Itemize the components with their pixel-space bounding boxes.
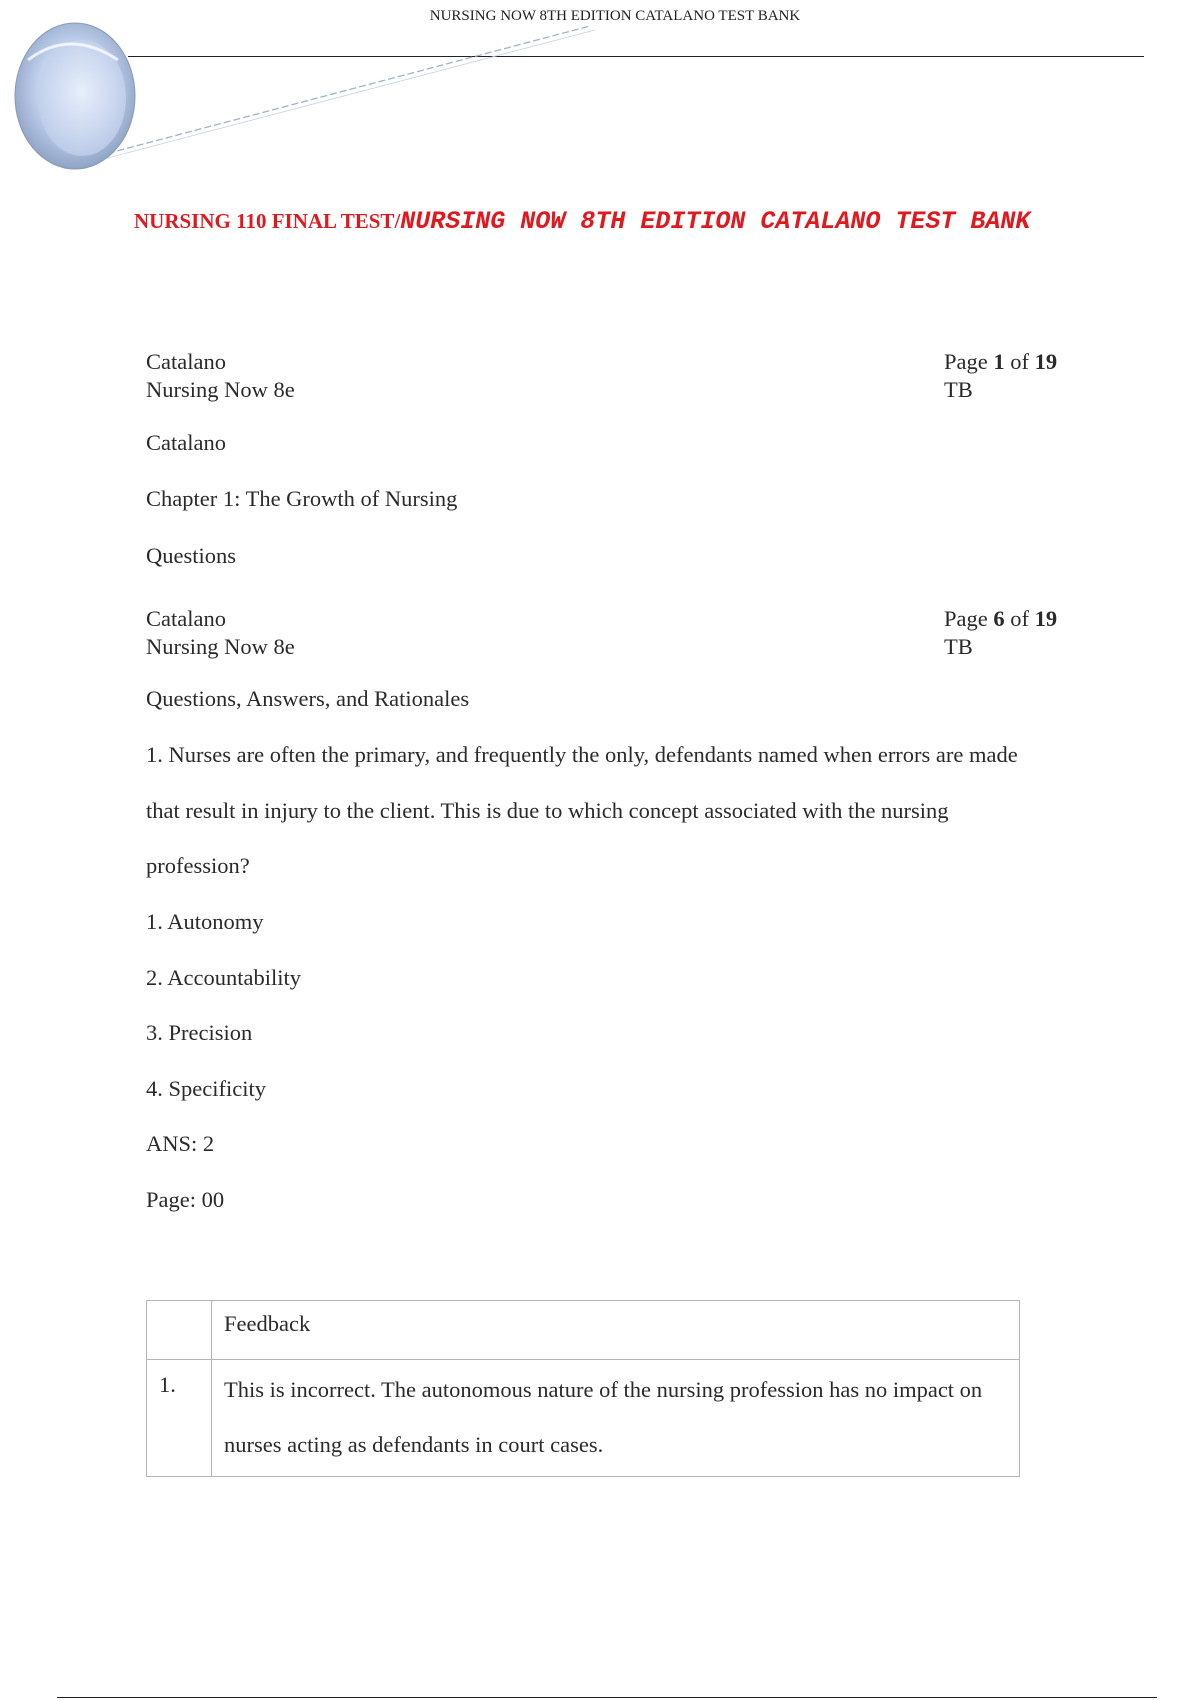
chapter-title: Chapter 1: The Growth of Nursing <box>146 486 458 511</box>
header-book: Nursing Now 8e <box>146 634 295 659</box>
header-author: Catalano <box>146 606 226 631</box>
decorative-orb-graphic <box>0 0 620 180</box>
page-number: 1 <box>993 349 1005 374</box>
page-total: 19 <box>1034 349 1058 374</box>
answer-option: 3. Precision <box>146 1020 253 1045</box>
page-word: Page <box>944 606 988 631</box>
answer-option: 4. Specificity <box>146 1076 266 1101</box>
qar-heading: Questions, Answers, and Rationales <box>146 686 470 711</box>
feedback-table <box>146 1300 1020 1477</box>
feedback-text: This is incorrect. The autonomous nature of the nursing profession has no impact on nurses acting as defendants in court cases. <box>224 1377 983 1457</box>
of-word: of <box>1010 606 1029 631</box>
page-total: 19 <box>1034 606 1058 631</box>
title-part-2: NURSING NOW 8TH EDITION CATALANO TEST BANK <box>400 207 1031 236</box>
title-part-1: NURSING 110 FINAL TEST/ <box>134 209 401 233</box>
answer-option: 1. Autonomy <box>146 909 264 934</box>
running-header: NURSING NOW 8TH EDITION CATALANO TEST BANK <box>429 8 801 24</box>
header-author: Catalano <box>146 349 226 374</box>
table-header-row <box>147 1301 1020 1360</box>
of-word: of <box>1010 349 1029 374</box>
document-title <box>134 204 1034 238</box>
doc-type: TB <box>944 377 973 402</box>
feedback-number: 1. <box>147 1360 212 1477</box>
page-indicator <box>944 606 1057 632</box>
table-header-cell-empty <box>147 1301 212 1360</box>
header-book: Nursing Now 8e <box>146 377 295 402</box>
page-number: 6 <box>993 606 1005 631</box>
answer-key: ANS: 2 <box>146 1131 215 1156</box>
table-header-cell: Feedback <box>212 1301 1020 1360</box>
footer-rule <box>57 1697 1157 1698</box>
page-indicator <box>944 349 1057 375</box>
page-word: Page <box>944 349 988 374</box>
feedback-cell <box>212 1360 1020 1477</box>
questions-heading: Questions <box>146 543 236 568</box>
question-stem-line: profession? <box>146 853 250 878</box>
table-row <box>147 1360 1020 1477</box>
question-stem-line: 1. Nurses are often the primary, and frequently the only, defendants named when errors are made <box>146 742 1018 767</box>
doc-type: TB <box>944 634 973 659</box>
author-line: Catalano <box>146 430 226 455</box>
question-stem-line: that result in injury to the client. This is due to which concept associated with the nursing <box>146 798 949 823</box>
page-reference: Page: 00 <box>146 1187 225 1212</box>
answer-option: 2. Accountability <box>146 965 301 990</box>
